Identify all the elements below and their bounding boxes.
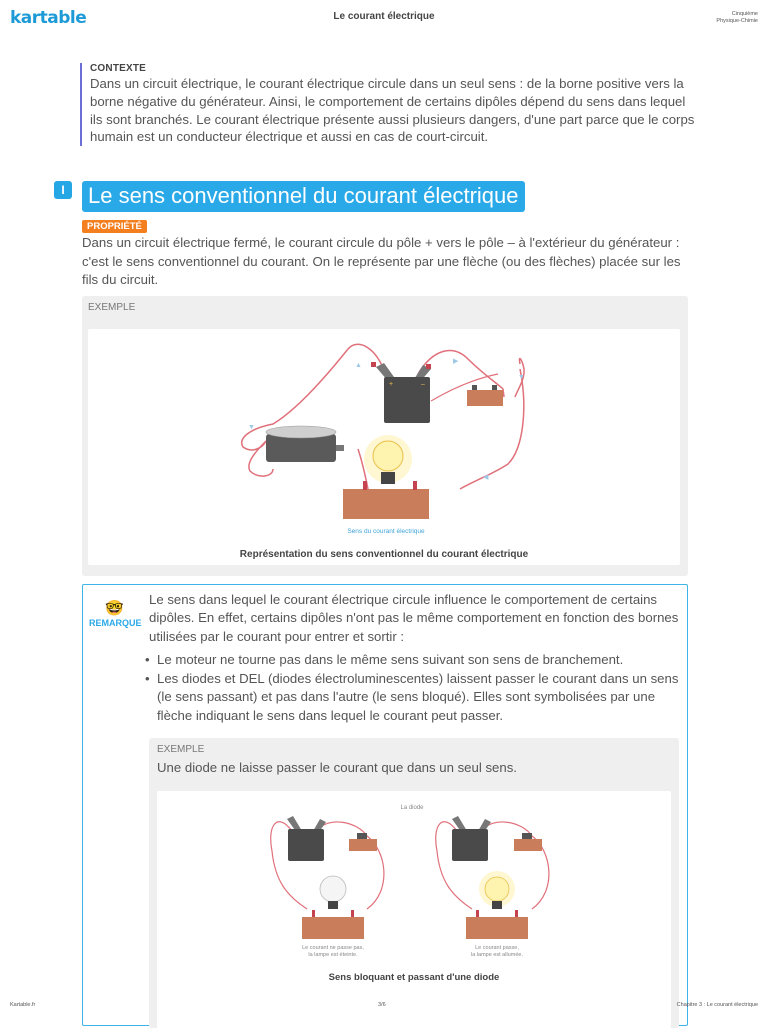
board-terminal-icon <box>515 910 518 917</box>
board-terminal-icon <box>363 481 367 490</box>
list-item: • Les diodes et DEL (diodes électroluminescentes) laissent passer le courant dans un sens (le sens passant) et pas dans l'autre (le sens bloqué). Elles sont symbolisées par une flèche indiquant le sens dans lequel le courant peut passer. <box>145 670 685 726</box>
kartable-logo[interactable]: kartable <box>10 8 87 28</box>
resistor-terminal-icon <box>492 385 497 390</box>
context-text: Dans un circuit électrique, le courant électrique circule dans un seul sens : de la borne positive vers la borne négative du générateur. Ainsi, le comportement de certains dipôles dépend du sens dans lequel ils sont branchés. Le courant électrique présente aussi plusieurs dangers, d'une part parce que le corps humain est un conducteur électrique et aussi en cas de court-circuit. <box>90 76 695 145</box>
figure-label-current-direction: Sens du courant électrique <box>347 528 425 535</box>
circuit-illustration <box>88 329 680 544</box>
motor-fan-icon <box>266 426 336 438</box>
battery-icon <box>452 829 488 861</box>
figure-top-label: La diode <box>400 805 424 811</box>
figure-caption: Représentation du sens conventionnel du courant électrique <box>239 549 529 560</box>
diode-example-box <box>149 738 679 1028</box>
diode-figure-caption: Sens bloquant et passant d'une diode <box>328 972 500 983</box>
section-title: Le sens conventionnel du courant électrique <box>82 181 525 212</box>
wire-right-down <box>460 369 524 489</box>
lamp-off-icon <box>320 876 346 902</box>
example-figure-card <box>88 329 680 565</box>
lamp-socket-icon <box>492 901 502 909</box>
page-footer <box>0 1000 768 1014</box>
resistor-terminal-icon <box>472 385 477 390</box>
lamp-socket-icon <box>328 901 338 909</box>
blocked-note-line1: Le courant ne passe pas, <box>302 945 364 951</box>
example-label: EXEMPLE <box>88 302 136 313</box>
context-block <box>80 63 700 146</box>
circuit-passing <box>436 816 549 958</box>
clip-tip-icon <box>426 364 431 369</box>
current-arrow-icon: ▲ <box>355 362 362 369</box>
passing-note-line1: Le courant passe, <box>475 945 519 951</box>
section-number: I <box>54 181 72 199</box>
blocked-note-line2: la lampe est éteinte. <box>308 952 358 958</box>
motor-shaft-icon <box>336 445 344 451</box>
diode-body-icon <box>357 833 367 839</box>
remark-bullet-list <box>145 651 685 726</box>
footer-site[interactable]: Kartable.fr <box>10 1002 36 1008</box>
component-board-icon <box>466 917 528 939</box>
header-subject: Physique-Chimie <box>716 17 758 24</box>
property-text: Dans un circuit électrique fermé, le courant circule du pôle + vers le pôle – à l'extérieur du générateur : c'est le sens conventionnel du courant. On le représente par une flèche (ou des flèches) placée sur les fils du circuit. <box>82 235 681 287</box>
header-meta <box>716 11 758 24</box>
footer-chapter: Chapitre 3 : Le courant électrique <box>676 1002 758 1008</box>
nerd-face-icon: 🤓 <box>105 600 124 617</box>
clip-tip-icon <box>371 362 376 367</box>
lamp-on-icon <box>485 877 509 901</box>
battery-minus-icon: – <box>421 381 425 388</box>
current-arrow-icon: ▼ <box>518 374 525 381</box>
remark-text: Le sens dans lequel le courant électrique circule influence le comportement de certains dipôles. En effet, certains dipôles n'ont pas le même comportement en fonction des bornes utilisées par le courant pour entrer et sortir : <box>149 592 679 644</box>
lamp-socket-icon <box>381 472 395 484</box>
current-arrow-icon: ▶ <box>453 358 459 365</box>
circuit-blocked <box>271 816 384 958</box>
lamp-bulb-icon <box>373 441 403 471</box>
list-item: • Le moteur ne tourne pas dans le même sens suivant son sens de branchement. <box>145 651 685 670</box>
component-board-icon <box>343 489 429 519</box>
diode-icon <box>349 839 377 851</box>
board-terminal-icon <box>413 481 417 490</box>
current-arrow-icon: ◀ <box>483 474 489 481</box>
resistor-icon <box>467 390 503 406</box>
page-number: 3/6 <box>378 1002 386 1008</box>
board-terminal-icon <box>351 910 354 917</box>
passing-note-line2: la lampe est allumée. <box>471 952 523 958</box>
board-terminal-icon <box>476 910 479 917</box>
diode-example-label: EXEMPLE <box>157 744 205 755</box>
board-terminal-icon <box>312 910 315 917</box>
diode-figure-card <box>157 791 671 1028</box>
diode-example-text: Une diode ne laisse passer le courant que dans un seul sens. <box>157 760 517 775</box>
current-arrow-icon: ▼ <box>248 424 255 431</box>
document-title: Le courant électrique <box>333 11 435 22</box>
component-board-icon <box>302 917 364 939</box>
diode-icon <box>514 839 542 851</box>
page-header <box>0 0 768 36</box>
remark-label: REMARQUE <box>89 618 142 628</box>
battery-icon <box>288 829 324 861</box>
example-box <box>82 296 688 576</box>
context-label: CONTEXTE <box>90 63 147 74</box>
property-badge: PROPRIÉTÉ <box>82 220 147 233</box>
remark-box <box>82 584 688 1026</box>
battery-plus-icon: + <box>389 381 394 388</box>
diode-body-icon <box>522 833 532 839</box>
diode-illustration <box>157 791 671 971</box>
header-level: Cinquième <box>731 11 758 17</box>
